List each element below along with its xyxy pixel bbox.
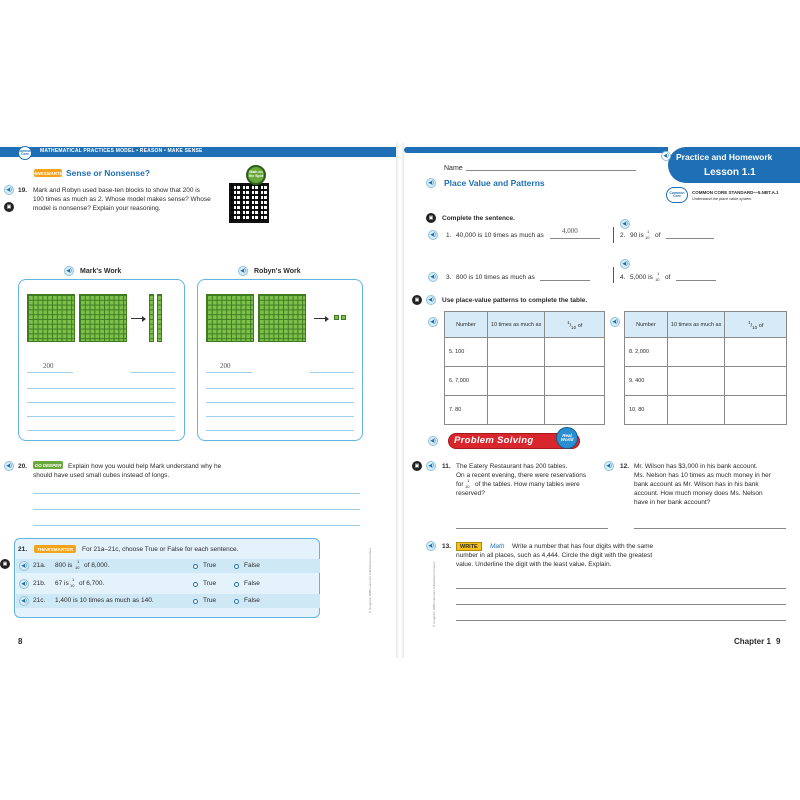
q13-answer-line[interactable] xyxy=(456,588,786,589)
q11-answer-line[interactable] xyxy=(456,528,608,529)
q20-line-2: should have used small cubes instead of longs. xyxy=(33,472,170,479)
q21c-text: 1,400 is 10 times as much as 140. xyxy=(55,597,154,604)
q21a-frac-n: 1 xyxy=(77,559,80,564)
standard-title: COMMON CORE STANDARD—5.NBT.A.1 xyxy=(692,190,779,195)
q11-frac-d: 10 xyxy=(465,484,470,489)
table-row: 6. 7,000 xyxy=(445,367,605,396)
table-row: 7. 80 xyxy=(445,396,605,425)
table-row: 10. 80 xyxy=(625,396,787,425)
answer-line xyxy=(206,402,354,403)
q20-line-1: Explain how you would help Mark understand why he xyxy=(68,463,222,470)
q21b-true-label: True xyxy=(203,580,217,587)
q21b-false-radio[interactable] xyxy=(234,582,239,587)
answer-cell[interactable] xyxy=(725,367,787,396)
pattern-label: Use place-value patterns to complete the table. xyxy=(442,297,588,304)
answer-line xyxy=(310,372,354,373)
q12-line-4: account. How much money does Ms. Nelson xyxy=(634,490,763,497)
q11-line-3-post: of the tables. How many tables were xyxy=(475,481,580,488)
personal-math-trainer-icon[interactable]: ▣ xyxy=(412,295,422,305)
p4-number: 4. xyxy=(620,274,626,281)
common-core-badge: Common Core xyxy=(18,146,32,160)
p3-answer-line xyxy=(540,280,590,281)
q21a-post: of 8,000. xyxy=(84,562,110,569)
q21b-true-radio[interactable] xyxy=(193,582,198,587)
math-practices-text: MATHEMATICAL PRACTICES MODEL • REASON • MAKE SENSE xyxy=(40,148,203,154)
p4-pre: 5,000 is xyxy=(630,274,653,281)
answer-line xyxy=(206,430,354,431)
hundred-flat-block xyxy=(258,294,306,342)
p4-frac-d: 10 xyxy=(655,277,660,282)
math-label: Math xyxy=(490,543,505,550)
left-page-number: 8 xyxy=(18,637,23,646)
table-header-fraction: $^1/_{10}$ of xyxy=(725,312,787,338)
personal-math-trainer-icon[interactable]: ▣ xyxy=(0,559,10,569)
name-label: Name xyxy=(444,165,463,172)
table-header-number: Number xyxy=(625,312,668,338)
p2-answer-line xyxy=(666,238,714,239)
q21c-true-radio[interactable] xyxy=(193,599,198,604)
answer-line xyxy=(27,402,175,403)
problem-solving-label: Problem Solving xyxy=(454,435,534,446)
table-row: 9. 400 xyxy=(625,367,787,396)
right-page xyxy=(404,143,800,658)
q21a-false-label: False xyxy=(244,562,260,569)
q21c-true-label: True xyxy=(203,597,217,604)
p2-number: 2. xyxy=(620,232,626,239)
q13-number: 13. xyxy=(442,543,452,550)
q19-line-3: model is nonsense? Explain your reasoning. xyxy=(33,205,161,212)
answer-line xyxy=(33,509,360,510)
audio-speaker-icon[interactable]: ◀) xyxy=(428,436,438,446)
answer-line xyxy=(33,493,360,494)
personal-math-trainer-icon[interactable]: ▣ xyxy=(426,213,436,223)
arrow-icon xyxy=(131,318,145,319)
write-math-badge: WRITE xyxy=(456,542,482,551)
p1-answer-line xyxy=(550,238,600,239)
answer-line xyxy=(206,416,354,417)
audio-speaker-icon[interactable]: ◀) xyxy=(604,461,614,471)
audio-speaker-icon[interactable]: ◀) xyxy=(428,230,438,240)
marks-work-box xyxy=(18,279,185,441)
audio-speaker-icon[interactable]: ◀) xyxy=(426,461,436,471)
hundred-flat-block xyxy=(79,294,127,342)
q12-number: 12. xyxy=(620,463,630,470)
marks-work-title: Mark's Work xyxy=(80,268,122,275)
sense-title: Sense or Nonsense? xyxy=(66,168,151,178)
q21b-frac-n: 1 xyxy=(72,577,75,582)
audio-speaker-icon[interactable]: ◀) xyxy=(620,219,630,229)
audio-speaker-icon[interactable]: ◀) xyxy=(428,317,438,327)
q21-number: 21. xyxy=(18,546,28,553)
q21c-false-radio[interactable] xyxy=(234,599,239,604)
q21a-true-label: True xyxy=(203,562,217,569)
answer-cell[interactable] xyxy=(725,338,787,367)
q13-line-1: Write a number that has four digits with the same xyxy=(512,543,654,550)
mark-value: 200 xyxy=(43,362,54,370)
lesson-label: Lesson 1.1 xyxy=(704,167,756,178)
audio-speaker-icon[interactable]: ◀) xyxy=(620,259,630,269)
q12-line-3: bank account as Mr. Wilson has in his bank xyxy=(634,481,759,488)
p4-frac-n: 1 xyxy=(657,271,660,276)
q21c-label: 21c. xyxy=(33,597,46,604)
personal-math-trainer-icon[interactable]: ▣ xyxy=(412,461,422,471)
q11-frac-n: 1 xyxy=(467,478,470,483)
q21a-true-radio[interactable] xyxy=(193,564,198,569)
unit-cube-block xyxy=(334,315,339,320)
table-header-number: Number xyxy=(445,312,488,338)
p1-text: 40,000 is 10 times as much as xyxy=(456,232,544,239)
audio-speaker-icon[interactable]: ◀) xyxy=(19,561,29,571)
place-value-table-right xyxy=(624,311,787,425)
answer-line xyxy=(27,388,175,389)
p1-answer: 4,000 xyxy=(562,227,578,235)
arrow-icon xyxy=(314,318,328,319)
ten-rod-block xyxy=(157,294,162,342)
chapter-label: Chapter 1 xyxy=(734,637,771,646)
practice-homework-label: Practice and Homework xyxy=(676,152,773,162)
robyn-value: 200 xyxy=(220,362,231,370)
audio-speaker-icon[interactable]: ◀) xyxy=(426,295,436,305)
answer-cell[interactable] xyxy=(487,396,545,425)
answer-line xyxy=(206,372,252,373)
real-world-badge: Real World xyxy=(556,427,578,449)
p1-number: 1. xyxy=(446,232,452,239)
audio-speaker-icon[interactable]: ◀) xyxy=(4,461,14,471)
q11-line-4: reserved? xyxy=(456,490,485,497)
answer-cell[interactable] xyxy=(545,367,605,396)
audio-speaker-icon[interactable]: ◀) xyxy=(661,151,671,161)
answer-cell[interactable] xyxy=(667,396,725,425)
q11-number: 11. xyxy=(442,463,451,470)
p2-frac-n: 1 xyxy=(647,229,650,234)
p3-text: 800 is 10 times as much as xyxy=(456,274,535,281)
common-core-badge: Common Core xyxy=(666,187,688,203)
answer-line xyxy=(27,372,73,373)
q12-line-1: Mr. Wilson has $3,000 in his bank account. xyxy=(634,463,758,470)
place-value-table-left xyxy=(444,311,605,425)
go-deeper-badge: GO DEEPER xyxy=(34,462,62,468)
q12-answer-line[interactable] xyxy=(634,528,786,529)
standard-sub: Understand the place value system. xyxy=(692,197,753,201)
p2-frac-d: 10 xyxy=(645,235,650,240)
answer-line xyxy=(33,525,360,526)
q12-line-2: Ms. Nelson has 10 times as much money in her xyxy=(634,472,771,479)
name-line xyxy=(466,170,636,171)
audio-speaker-icon[interactable]: ◀) xyxy=(428,272,438,282)
q13-answer-line[interactable] xyxy=(456,604,786,605)
answer-cell[interactable] xyxy=(725,396,787,425)
q21b-frac-d: 10 xyxy=(70,583,75,588)
q13-line-3: value. Underline the digit with the least value. Explain. xyxy=(456,561,612,568)
qr-code-icon[interactable] xyxy=(229,183,269,223)
q21b-false-label: False xyxy=(244,580,260,587)
table-row: 8. 2,000 xyxy=(625,338,787,367)
q11-line-2: On a recent evening, there were reservations xyxy=(456,472,587,479)
p4-post: of xyxy=(665,274,671,281)
math-on-the-spot-badge: Math on the Spot xyxy=(246,165,266,185)
q11-line-3-pre: for xyxy=(456,481,464,488)
hundred-flat-block xyxy=(206,294,254,342)
q13-answer-line[interactable] xyxy=(456,620,786,621)
answer-cell[interactable] xyxy=(545,338,605,367)
personal-math-trainer-icon[interactable]: ▣ xyxy=(4,202,14,212)
answer-cell[interactable] xyxy=(545,396,605,425)
q12-line-5: have in her bank account? xyxy=(634,499,711,506)
column-divider xyxy=(613,267,614,283)
q21b-pre: 67 is xyxy=(55,580,69,587)
audio-speaker-icon[interactable]: ◀) xyxy=(610,317,620,327)
workbook-spread xyxy=(0,143,800,658)
answer-cell[interactable] xyxy=(487,367,545,396)
ten-rod-block xyxy=(149,294,154,342)
answer-cell[interactable] xyxy=(667,338,725,367)
unit-cube-block xyxy=(341,315,346,320)
answer-cell[interactable] xyxy=(487,338,545,367)
p3-number: 3. xyxy=(446,274,452,281)
q21a-false-radio[interactable] xyxy=(234,564,239,569)
robyns-work-title: Robyn's Work xyxy=(254,268,301,275)
p2-pre: 90 is xyxy=(630,232,644,239)
robyns-work-box xyxy=(197,279,363,441)
answer-line xyxy=(131,372,175,373)
p2-post: of xyxy=(655,232,661,239)
left-page xyxy=(0,143,396,658)
audio-speaker-icon[interactable]: ◀) xyxy=(426,178,436,188)
q19-line-1: Mark and Robyn used base-ten blocks to show that 200 is xyxy=(33,187,200,194)
q21a-pre: 800 is xyxy=(55,562,73,569)
q21-prompt: For 21a–21c, choose True or False for each sentence. xyxy=(82,546,239,553)
column-divider xyxy=(613,227,614,243)
answer-line xyxy=(27,430,175,431)
audio-speaker-icon[interactable]: ◀) xyxy=(19,579,29,589)
q21b-post: of 6,700. xyxy=(79,580,105,587)
p4-answer-line xyxy=(676,280,716,281)
complete-label: Complete the sentence. xyxy=(442,215,515,222)
audio-speaker-icon[interactable]: ◀) xyxy=(64,266,74,276)
copyright-left: © Houghton Mifflin Harcourt Publishing Company xyxy=(368,547,372,613)
q13-line-2: number in all places, such as 4,444. Circle the digit with the greatest xyxy=(456,552,653,559)
table-header-10-times: 10 times as much as xyxy=(667,312,725,338)
q11-line-1: The Eatery Restaurant has 200 tables. xyxy=(456,463,568,470)
book-gutter xyxy=(396,143,404,658)
answer-line xyxy=(206,388,354,389)
q19-line-2: 100 times as much as 2. Whose model makes sense? Whose xyxy=(33,196,211,203)
table-row: 5. 100 xyxy=(445,338,605,367)
audio-speaker-icon[interactable]: ◀) xyxy=(238,266,248,276)
copyright-right: © Houghton Mifflin Harcourt Publishing Company xyxy=(432,561,436,627)
audio-speaker-icon[interactable]: ◀) xyxy=(426,541,436,551)
answer-cell[interactable] xyxy=(667,367,725,396)
top-band xyxy=(404,147,668,153)
answer-line xyxy=(27,416,175,417)
audio-speaker-icon[interactable]: ◀) xyxy=(19,596,29,606)
q21a-frac-d: 10 xyxy=(75,565,80,570)
lesson-title: Place Value and Patterns xyxy=(444,178,545,188)
table-header-fraction: $^1/_{10}$ of xyxy=(545,312,605,338)
thinksmarter-badge: THINKSMARTER xyxy=(30,170,66,176)
q21c-false-label: False xyxy=(244,597,260,604)
thinksmarter-badge-2: THINKSMARTER xyxy=(34,545,76,553)
hundred-flat-block xyxy=(27,294,75,342)
q21b-label: 21b. xyxy=(33,580,46,587)
q21a-label: 21a. xyxy=(33,562,46,569)
audio-speaker-icon[interactable]: ◀) xyxy=(4,185,14,195)
right-page-number: 9 xyxy=(776,637,781,646)
table-header-10-times: 10 times as much as xyxy=(487,312,545,338)
q20-number: 20. xyxy=(18,463,28,470)
q19-number: 19. xyxy=(18,187,28,194)
